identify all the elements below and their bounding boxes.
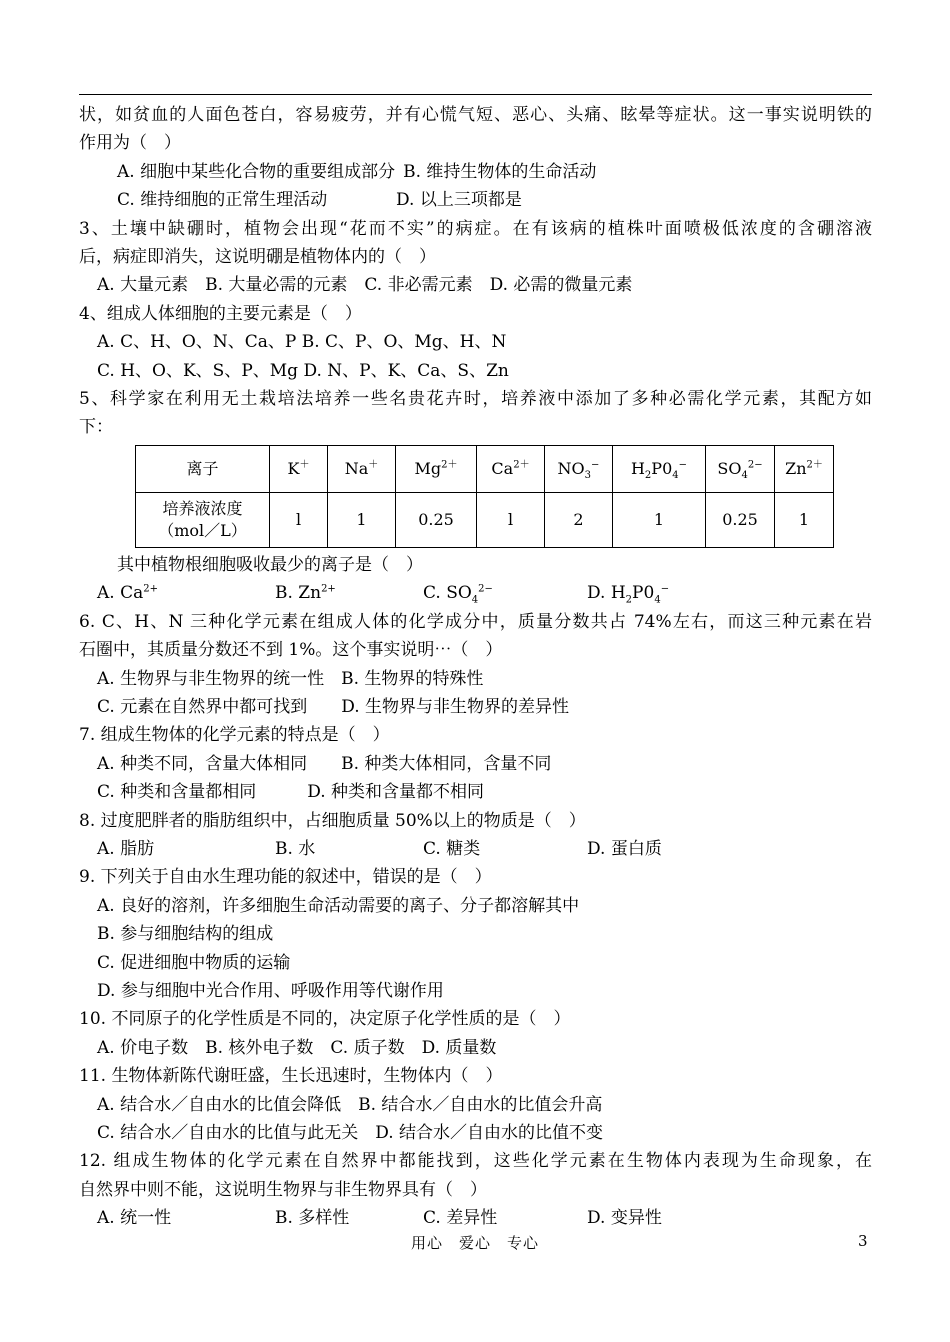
q4-text: 4、组成人体细胞的主要元素是（ ） bbox=[79, 303, 362, 324]
q9-option-a: A. 良好的溶剂，许多细胞生命活动需要的离子、分子都溶解其中 bbox=[97, 895, 580, 916]
q8-option-c: C. 糖类 bbox=[423, 838, 481, 859]
q6-options-row1: A. 生物界与非生物界的统一性 B. 生物界的特殊性 bbox=[97, 668, 484, 689]
q8-option-b: B. 水 bbox=[275, 838, 316, 859]
table-row-ions bbox=[136, 445, 834, 492]
q11-options-row2: C. 结合水／自由水的比值与此无关 D. 结合水／自由水的比值不变 bbox=[97, 1123, 604, 1143]
q4-options-row2: C. H、O、K、S、P、Mg D. N、P、K、Ca、S、Zn bbox=[97, 360, 509, 381]
q2-text-line2: 作用为（ ） bbox=[79, 133, 181, 154]
concentration-h2po4: 1 bbox=[613, 492, 706, 547]
q6-text-line1: 6. C、H、N 三种化学元素在组成人体的化学成分中，质量分数共占 74%左右，而这三种元素在岩 bbox=[79, 611, 872, 632]
q3-options: A. 大量元素 B. 大量必需的元素 C. 非必需元素 D. 必需的微量元素 bbox=[97, 275, 633, 296]
q12-option-a: A. 统一性 bbox=[97, 1208, 172, 1229]
q12-text-line1: 12. 组成生物体的化学元素在自然界中都能找到，这些化学元素在生物体内表现为生命现象，在 bbox=[79, 1151, 872, 1172]
q7-options-row1: A. 种类不同，含量大体相同 B. 种类大体相同，含量不同 bbox=[97, 753, 552, 774]
concentration-zn: 1 bbox=[775, 492, 834, 547]
q4-options-row1: A. C、H、O、N、Ca、P B. C、P、O、Mg、H、N bbox=[97, 332, 507, 353]
q9-text: 9. 下列关于自由水生理功能的叙述中，错误的是（ ） bbox=[79, 867, 492, 888]
q5-question: 其中植物根细胞吸收最少的离子是（ ） bbox=[117, 554, 423, 575]
q6-options-row2: C. 元素在自然界中都可找到 D. 生物界与非生物界的差异性 bbox=[97, 696, 570, 717]
ion-header-zn: $Zn^{2+}$ bbox=[775, 445, 834, 492]
q5-option-d: D. $H_2P0_4^-$ bbox=[587, 583, 670, 606]
q11-text: 11. 生物体新陈代谢旺盛，生长迅速时，生物体内（ ） bbox=[79, 1066, 503, 1087]
q12-options bbox=[79, 1204, 872, 1232]
q3-text-line2: 后，病症即消失，这说明硼是植物体内的（ ） bbox=[79, 247, 436, 268]
q7-text: 7. 组成生物体的化学元素的特点是（ ） bbox=[79, 725, 390, 746]
page-content bbox=[79, 101, 872, 1233]
q5-option-c: C. $SO_4^{2-}$ bbox=[423, 583, 493, 606]
q9-option-b: B. 参与细胞结构的组成 bbox=[97, 924, 274, 945]
ion-header-h2po4: $H_2P0_4^-$ bbox=[613, 445, 706, 492]
page-footer: 用心 爱心 专心 bbox=[410, 1234, 539, 1252]
concentration-ca: l bbox=[477, 492, 545, 547]
ion-header-ca: $Ca^{2+}$ bbox=[477, 445, 545, 492]
q5-options bbox=[79, 579, 872, 607]
q2-options-row2 bbox=[79, 186, 872, 214]
concentration-k: l bbox=[270, 492, 328, 547]
ion-header-no3: $NO_3^-$ bbox=[545, 445, 613, 492]
q12-option-c: C. 差异性 bbox=[423, 1208, 498, 1229]
ion-header-na: Na＋ bbox=[328, 445, 396, 492]
q5-text-line1: 5、科学家在利用无土栽培法培养一些名贵花卉时，培养液中添加了多种必需化学元素，其配方如 bbox=[79, 389, 872, 410]
q11-options-row1: A. 结合水／自由水的比值会降低 B. 结合水／自由水的比值会升高 bbox=[97, 1094, 603, 1115]
table-row-concentrations bbox=[136, 492, 834, 547]
q6-text-line2: 石圈中，其质量分数还不到 1%。这个事实说明⋯（ ） bbox=[79, 640, 503, 661]
q8-options bbox=[79, 835, 872, 863]
q10-options: A. 价电子数 B. 核外电子数 C. 质子数 D. 质量数 bbox=[97, 1037, 497, 1058]
q2-text-line1: 状，如贫血的人面色苍白，容易疲劳，并有心慌气短、恶心、头痛、眩晕等症状。这一事实说明铁的 bbox=[79, 105, 872, 125]
table-row-label-ion: 离子 bbox=[136, 445, 270, 492]
concentration-mg: 0.25 bbox=[396, 492, 477, 547]
ion-header-k: K＋ bbox=[270, 445, 328, 492]
q12-option-b: B. 多样性 bbox=[275, 1208, 350, 1229]
ion-header-mg: $Mg^{2+}$ bbox=[396, 445, 477, 492]
q2-option-d: D. 以上三项都是 bbox=[396, 190, 522, 211]
concentration-so4: 0.25 bbox=[706, 492, 775, 547]
ion-header-so4: $SO_4^{2-}$ bbox=[706, 445, 775, 492]
q7-options-row2: C. 种类和含量都相同 D. 种类和含量都不相同 bbox=[97, 782, 485, 803]
q5-option-a: A. $Ca^{2+}$ bbox=[97, 583, 158, 604]
q2-options-row1 bbox=[79, 158, 872, 186]
table-row-label-concentration: 培养液浓度 （mol／L） bbox=[136, 492, 270, 547]
q12-text-line2: 自然界中则不能，这说明生物界与非生物界具有（ ） bbox=[79, 1179, 487, 1200]
q5-text-line2: 下： bbox=[79, 417, 113, 438]
q5-option-b: B. $Zn^{2+}$ bbox=[275, 583, 336, 604]
concentration-na: 1 bbox=[328, 492, 396, 547]
concentration-no3: 2 bbox=[545, 492, 613, 547]
page-number: 3 bbox=[858, 1232, 868, 1250]
q10-text: 10. 不同原子的化学性质是不同的，决定原子化学性质的是（ ） bbox=[79, 1009, 571, 1030]
q8-option-a: A. 脂肪 bbox=[97, 838, 155, 859]
q9-option-d: D. 参与细胞中光合作用、呼吸作用等代谢作用 bbox=[97, 980, 444, 1001]
ion-concentration-table bbox=[135, 445, 834, 548]
q2-option-a: A. 细胞中某些化合物的重要组成部分 bbox=[117, 161, 396, 182]
q3-text-line1: 3、土壤中缺硼时，植物会出现“花而不实”的病症。在有该病的植株叶面喷极低浓度的含硼溶液 bbox=[79, 218, 872, 239]
q9-option-c: C. 促进细胞中物质的运输 bbox=[97, 952, 291, 973]
q12-option-d: D. 变异性 bbox=[587, 1208, 662, 1229]
header-rule bbox=[79, 94, 872, 95]
q8-option-d: D. 蛋白质 bbox=[587, 838, 662, 859]
q2-option-b: B. 维持生物体的生命活动 bbox=[403, 161, 597, 182]
q2-option-c: C. 维持细胞的正常生理活动 bbox=[117, 190, 328, 211]
q8-text: 8. 过度肥胖者的脂肪组织中，占细胞质量 50%以上的物质是（ ） bbox=[79, 810, 586, 831]
